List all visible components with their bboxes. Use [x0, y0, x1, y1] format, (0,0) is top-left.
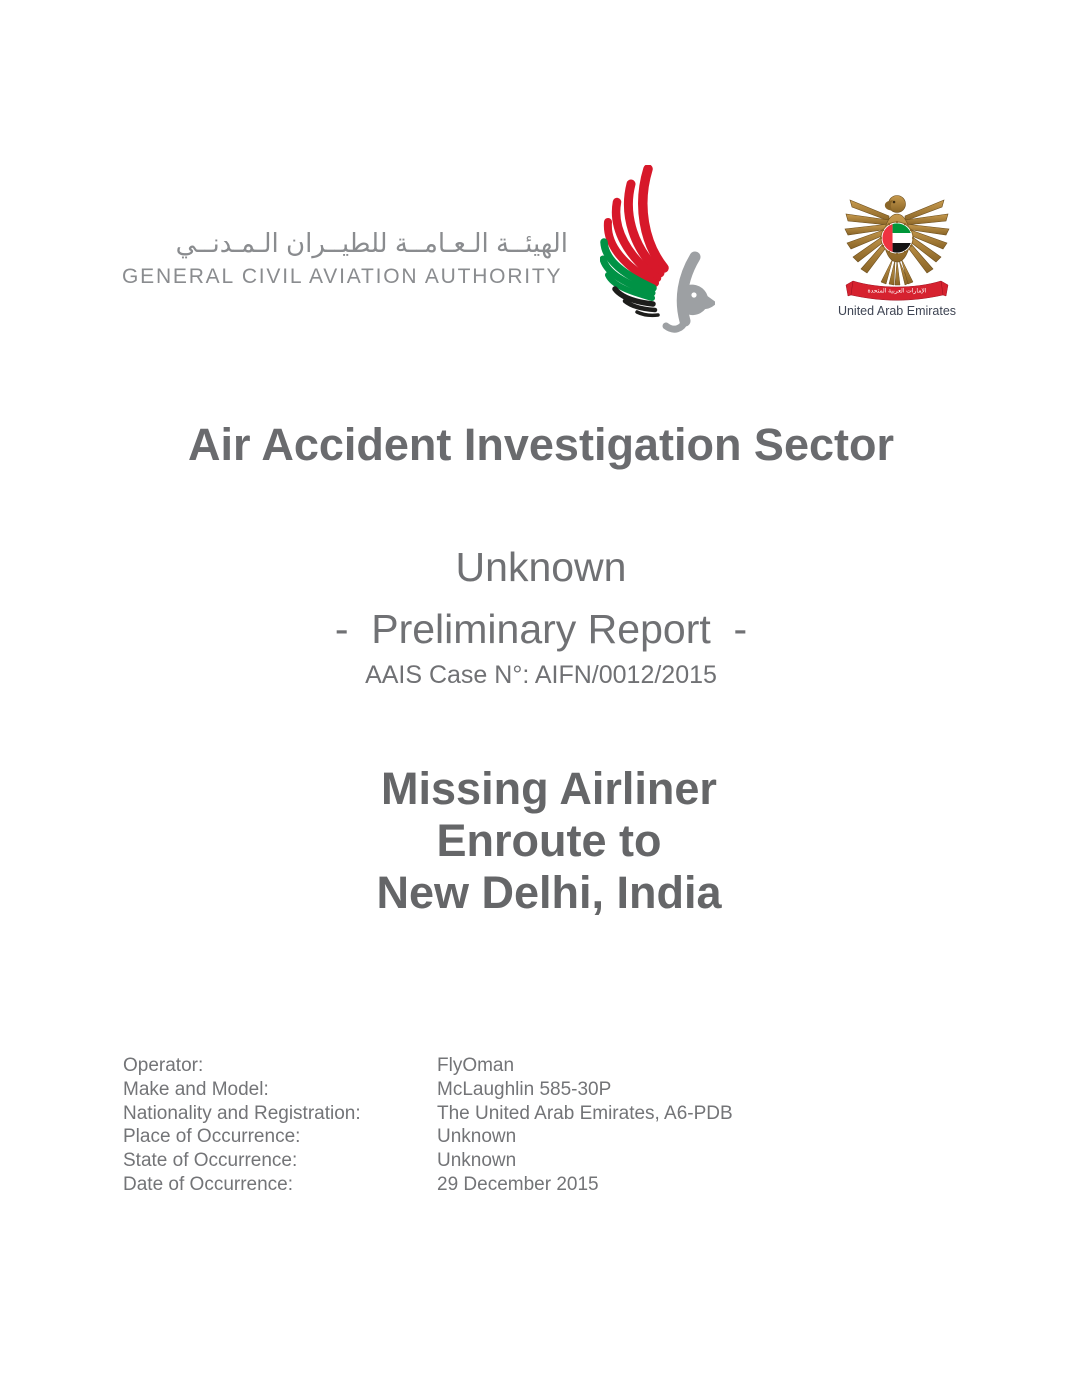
- detail-value: McLaughlin 585-30P: [437, 1078, 612, 1100]
- gcaa-falcon-icon: [600, 165, 715, 343]
- table-row: [123, 1173, 923, 1197]
- occurrence-status: Unknown: [455, 544, 627, 590]
- detail-value: Unknown: [437, 1126, 517, 1148]
- table-row: [123, 1149, 923, 1173]
- table-row: [123, 1125, 923, 1149]
- gcaa-wordmark: [122, 228, 568, 290]
- case-number: AAIS Case N°: AIFN/0012/2015: [365, 661, 717, 689]
- sector-title: Air Accident Investigation Sector: [188, 419, 894, 470]
- detail-label: Nationality and Registration:: [123, 1102, 361, 1124]
- detail-value: Unknown: [437, 1150, 517, 1172]
- detail-value: The United Arab Emirates, A6-PDB: [437, 1102, 733, 1124]
- uae-coat-of-arms-icon: [843, 180, 951, 306]
- detail-label: Date of Occurrence:: [123, 1173, 294, 1195]
- table-row: [123, 1054, 923, 1078]
- occurrence-title-line1: Missing Airliner: [381, 763, 717, 814]
- table-row: [123, 1078, 923, 1102]
- report-type-title: - Preliminary Report -: [334, 606, 748, 652]
- table-row: [123, 1102, 923, 1126]
- detail-label: Place of Occurrence:: [123, 1126, 301, 1148]
- detail-label: Make and Model:: [123, 1078, 269, 1100]
- occurrence-title: [16, 763, 1066, 919]
- detail-label: Operator:: [123, 1055, 204, 1076]
- gcaa-arabic-name: الهيئــة الـعـامــة للطيــران الـمـدنــي: [175, 228, 568, 258]
- detail-value: FlyOman: [437, 1055, 515, 1076]
- uae-emblem-caption: United Arab Emirates: [837, 304, 957, 318]
- gcaa-english-name: GENERAL CIVIL AVIATION AUTHORITY: [122, 265, 563, 288]
- occurrence-details-table: [123, 1054, 923, 1197]
- detail-label: State of Occurrence:: [123, 1150, 298, 1172]
- occurrence-title-line2: Enroute to: [436, 815, 662, 866]
- occurrence-title-line3: New Delhi, India: [376, 867, 722, 918]
- uae-banner-arabic-text: الإمارات العربية المتحدة: [867, 288, 927, 295]
- detail-value: 29 December 2015: [437, 1173, 599, 1195]
